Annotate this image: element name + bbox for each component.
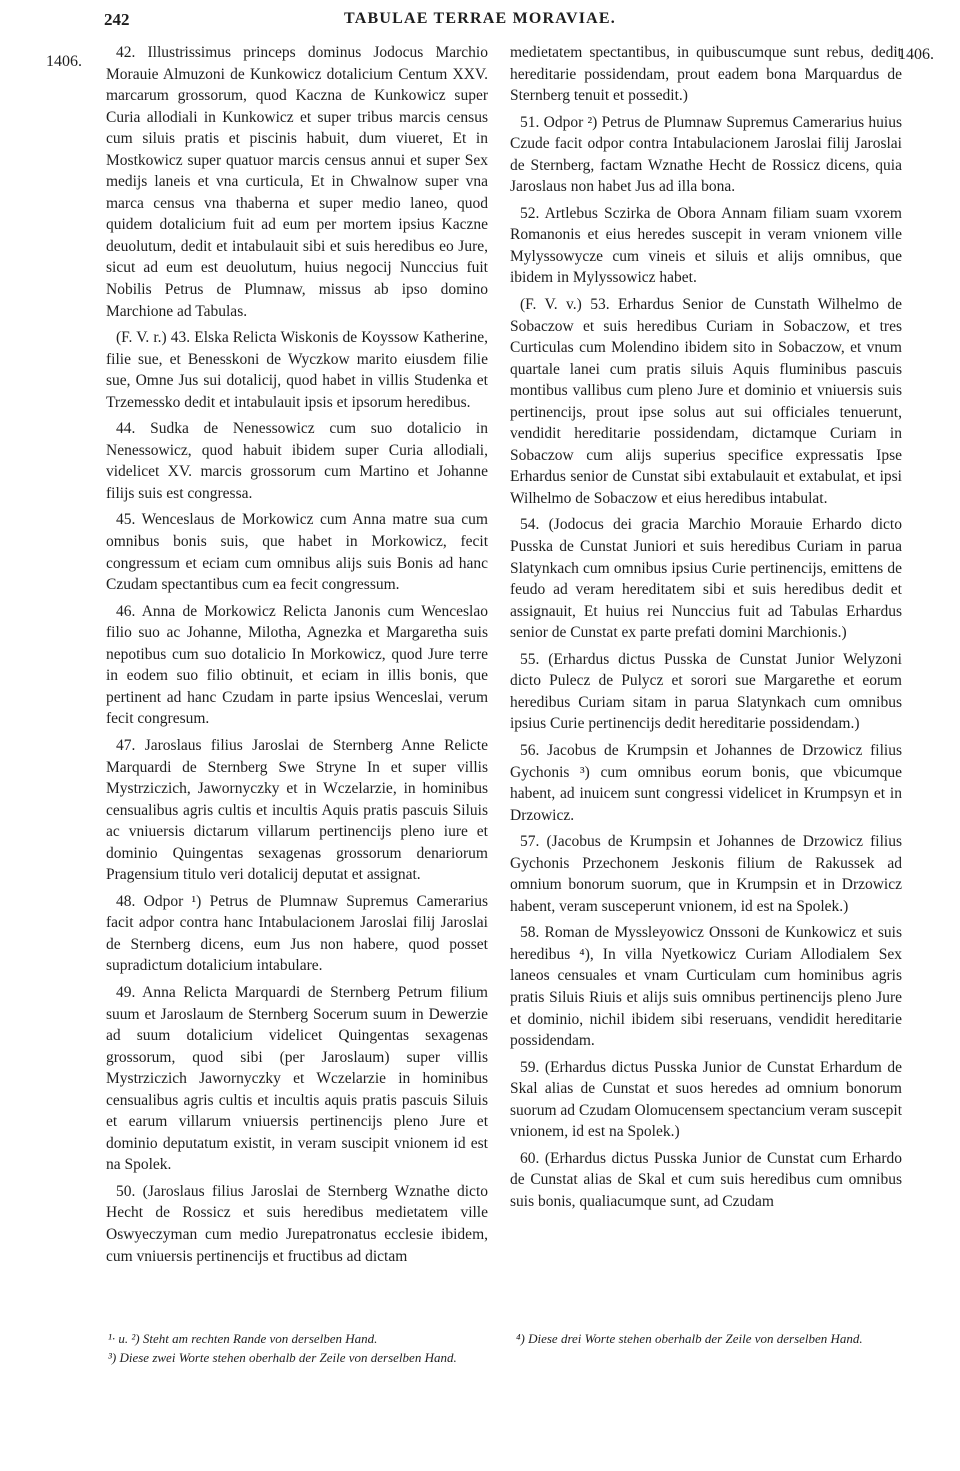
year-left: 1406.: [46, 53, 82, 70]
entry-60: 60. (Erhardus dictus Pusska Junior de Cunstat cum Erhardo de Cunstat alias de Skal et cum suis heredibus cum omnibus suis bonis, qualiacumque sunt, ad Czudam: [510, 1149, 902, 1210]
entry-42: 42. Illustrissimus princeps dominus Jodocus Marchio Morauie Almuzoni de Kunkowicz dotalicium Centum XXV. marcarum grossorum, quod Kaczna de Kunkowicz super Curia allodiali in Kunkowicz et super tribus marcis census cum siluis pratis et piscinis habuit, dum viueret, Et in Mostkowicz super quatuor marcis census annui et super Sex medijs laneis et vna curticula, Et in Chwalnow super vna marca census vna thaberna et super medio laneo, quod quidem dotalicium fuit ad eum per mortem ipsius Kaczne deuolutum, dedit et intabulauit sibi et suis heredibus eo Jure, sicut ad eum est deuolutum, huius negocij Nunccius fuit Nobilis Petrus de Plumnaw, missus ab ipso domino Marchione ad Tabulas.: [106, 44, 488, 320]
footnotes-right: [516, 1330, 902, 1349]
footnotes-left: [108, 1330, 488, 1368]
page-header: [0, 10, 960, 34]
page-number: 242: [104, 10, 130, 29]
entry-54: 54. (Jodocus dei gracia Marchio Morauie Erhardo dicto Pusska de Cunstat Juniori et suis heredibus Curiam in parua Slatynkach cum omnibus ipsius Curie pertinencijs, emittens de feudo ad veram hereditatem sibi et suis heredibus dedit et assignauit, Et huius rei Nunccius fuit ad Tabulas Erhardus senior de Cunstat ex parte prefati domini Marchionis.): [510, 516, 902, 642]
entry-44: 44. Sudka de Nenessowicz cum suo dotalicio in Nenessowicz, quod habuit ibidem super Curia allodiali, videlicet XV. marcis grossorum cum Martino et Johanne filijs suis est congressa.: [106, 420, 488, 502]
entry-56: 56. Jacobus de Krumpsin et Johannes de Drzowicz filius Gychonis ³) cum omnibus eorum bonis, que vbicumque habent, ad inuicem sunt congressi videlicet in Krumpsyn et in Drzowicz.: [510, 741, 902, 824]
footnote-3: ³) Diese zwei Worte stehen oberhalb der Zeile von derselben Hand.: [108, 1350, 457, 1365]
entry-55: 55. (Erhardus dictus Pusska de Cunstat Junior Welyzoni dicto Pulecz de Pulycz et sorori sue Margarethe et eorum heredibus Curiam sitam in parua Slatynkach cum omnibus ipsius Curie pertinencijs dedit hereditarie possidendam.): [510, 650, 902, 733]
entry-58: 58. Roman de Myssleyowicz Onssoni de Kunkowicz et suis heredibus ⁴), In villa Nyetkowicz Curiam Allodialem Sex laneos censuales et vnam Curticulam cum hominibus agris pratis Siluis Riuis et alijs suis omnibus pertinencijs pleno Jure et dominio, nichil ibidem sibi reseruans, vendidit hereditarie possidendam.: [510, 924, 902, 1050]
entry-51: 51. Odpor ²) Petrus de Plumnaw Supremus Camerarius huius Czude facit odpor contra Intabulacionem Jaroslai filij Jaroslai de Sternberg, factam Wznathe Hecht de Rossicz dicens, quia Jaroslaus non habet Jus ad illa bona.: [510, 113, 902, 196]
entry-50: 50. (Jaroslaus filius Jaroslai de Sternberg Wznathe dicto Hecht de Rossicz et suis heredibus medietatem ville Oswyeczyman cum medio Jurepatronatus ecclesie ibidem, cum vniuersis pertinencijs et fructibus ad dictam: [106, 1182, 488, 1265]
entry-47: 47. Jaroslaus filius Jaroslai de Sternberg Anne Relicte Marquardi de Sternberg Swe Stryne In et super villis Mystrziczich, Jawornyczky et in Wczelarzie, in hominibus censualibus agris cultis et incultis Aquis pratis pascuis Siluis ac vniuersis dictarum villarum pertinencijs pleno iure et dominio Quingentas sexagenas grossorum denariorum Pragensium titulo veri dotalicij deputat et assignat.: [106, 736, 488, 884]
entry-53: (F. V. v.) 53. Erhardus Senior de Cunstath Wilhelmo de Sobaczow et suis heredibus Curiam in Sobaczow, et tres Curticulas cum Molendino ibidem sito in Sobaczow, et vnum quartale lanei cum pratis siluis Aquis fluminibus pascuis montibus vallibus cum pleno Jure et dominio et vniuersis suis pertinencijs, prout ipse solus aut sui officiales tenuerunt, vendidit hereditarie possidendam, dictamque Curiam in Sobaczow cum alijs superius specifice expressatis Ipse Erhardus senior de Cunstat sibi extabulauit et extabulat, et ipsi Wilhelmo de Sobaczow et eius heredibus intabulat.: [510, 296, 902, 507]
entry-46: 46. Anna de Morkowicz Relicta Janonis cum Wenceslao filio suo ac Johanne, Milotha, Agnezka et Margaretha suis nepotibus cum suo dotalicio In Morkowicz, quod Jure terre in eodem suo filio obtinuit, et eciam in illis bonis, que pertinent ad hanc Czudam in parte ipsius Wenceslai, verum fecit congresum.: [106, 602, 488, 728]
entry-49: 49. Anna Relicta Marquardi de Sternberg Petrum filium suum et Jaroslaum de Sternberg Socerum suum in Dewerzie ad suum dotalicium videlicet Quingentas sexagenas grossorum, quod sibi (per Jaroslaum) super villis Mystrziczich Jawornyczky et Wczelarzie in hominibus censualibus agris cultis et incultis aquis pratis pascuis Siluis et earum villarum vniuersis pertinencijs pleno Jure et dominio deputatum existit, in veram suscipit vnionem id est na Spolek.: [106, 983, 488, 1174]
entry-52: 52. Artlebus Sczirka de Obora Annam filiam suam vxorem Romanonis et eius heredes suscepit in veram vnionem ville Mylyssowycze cum vineis et siluis et alijs omnibus, que ibidem in Mylyssowicz habet.: [510, 204, 902, 287]
entry-57: 57. (Jacobus de Krumpsin et Johannes de Drzowicz filius Gychonis Przechonem Jeskonis filium de Rakussek ad omnium bonorum suorum, que in Krumpsin et in Drzowicz habent, veram susceperunt vnionem, id est na Spolek.): [510, 833, 902, 915]
entry-59: 59. (Erhardus dictus Pusska Junior de Cunstat Erhardum de Skal alias de Cunstat et suos heredes ad omnium bonorum suorum ad Czudam Olomucensem spectancium veram suscepit vnionem, id est na Spolek.): [510, 1058, 902, 1141]
running-title: TABULAE TERRAE MORAVIAE.: [344, 10, 616, 27]
right-column: [510, 42, 902, 1217]
entry-43: (F. V. r.) 43. Elska Relicta Wiskonis de Koyssow Katherine, filie sue, et Benesskoni de Wyczkow marito eiusdem filie sue, Omne Jus sui dotalicij, quod habet in villis Studenka et Trzemessko dedit et intabulauit ipsis et ipsorum heredibus.: [106, 329, 488, 411]
year-right: 1406.: [898, 46, 934, 63]
left-column: [106, 42, 488, 1272]
entry-48: 48. Odpor ¹) Petrus de Plumnaw Supremus Camerarius facit adpor contra hanc Intabulacionem Jaroslai filij Jaroslai de Sternberg dicens, eum Jus non habere, quod posset supradictum dotalicium intabulare.: [106, 892, 488, 975]
footnote-4: ⁴) Diese drei Worte stehen oberhalb der Zeile von derselben Hand.: [516, 1331, 863, 1346]
footnote-1-2: ¹· u. ²) Steht am rechten Rande von derselben Hand.: [108, 1331, 378, 1346]
entry-50-continued: medietatem spectantibus, in quibuscumque sunt rebus, dedit hereditarie possidendam, prout eadem bona Marquardus de Sternberg tenuit et possedit.): [510, 44, 902, 105]
entry-45: 45. Wenceslaus de Morkowicz cum Anna matre sua cum omnibus bonis suis, que habet in Morkowicz, fecit congressum et eciam cum omnibus alijs suis Bonis ad hanc Czudam spectantibus cum ea fecit congressum.: [106, 511, 488, 594]
